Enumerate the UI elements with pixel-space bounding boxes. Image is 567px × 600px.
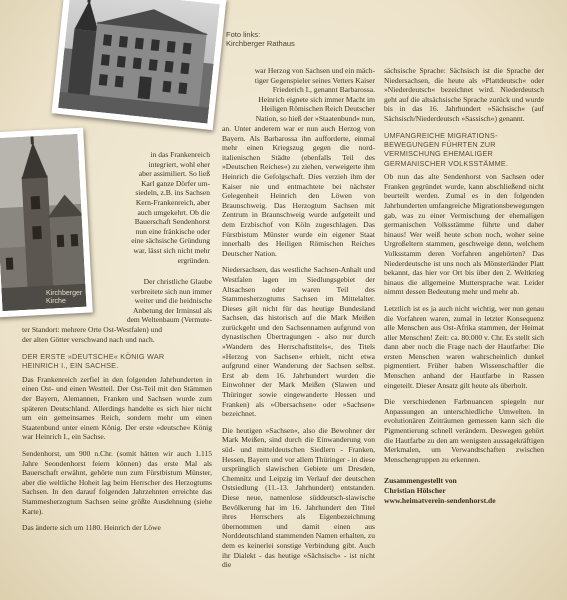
text-line: Heinrich eignete sich immer Macht im [258,94,375,104]
heading-line: HEINRICH I., EIN SACHSE. [22,361,119,371]
heading-line: UMFANGREICHE MIGRATIONS- [384,130,498,140]
website-link[interactable]: www.heimatverein-sendenhorst.de [384,496,496,506]
text-line: tiger Gegenspieler seines Vetters Kaiser [254,75,375,85]
text-line: war Herzog von Sachsen und ein mäch- [254,66,375,75]
caption-line: Kirchberger [46,290,83,297]
caption-line: Kirchberger Rathaus [226,39,295,48]
signature-line: Zusammengestellt von [384,476,457,486]
text-line: dem Weltenbaum (Vermute- [126,315,212,325]
text-line: weiter und die heidnische [134,296,212,306]
column-2-main [222,124,375,577]
photo2-caption [46,290,82,306]
column-1-intro [118,150,210,265]
text-line: ergründen. [177,255,210,265]
text-line: nun eine fränkische oder [135,226,210,236]
heading-line: GERMANISCHER VOLKSSTÄMME. [384,158,509,168]
text-line: verbreitete sich nun immer [130,286,212,296]
paragraph: Das Frankenreich zerfiel in den folgenden Jahrhunderten in einen Ost- und einen Westteil. Der Ost-Teil mit den Stämmen der Bayern, Alemannen, Franken und Sachsen wurde zum späteren Deutschland. Allerdings handelte es sich hier nicht um ein gemeinsames Reich, sondern mehr um einen Staatenbund unter einem König. Der erste »deutsche« König war Heinrich I., ein Sachse. [22,374,212,442]
text-line: Der christliche Glaube [143,277,212,286]
photo1-caption [226,30,295,48]
paragraph: Ob nun das alte Sendenhorst von Sachsen oder Franken gegründet wurde, kann abschließend nicht beurteilt werden. Zumal es in den folgenden Jahrhunderten umfangreiche Migrationsbewegungen gab, was zu einer Vermischung der ehemaligen germanischen Volksstämme führte und daher hinaus! Wer weiß heute schon noch, woher seine Urgroßeltern stammen, geschweige denn, welchem Volksstamm deren Vorfahren angehörten? Das Niederdeutsche ist uns noch als Mönsterländer Platt bekannt, das hier vor Ort bis über den 2. Weltkrieg hinaus die allgemeine Muttersprache war. Leider nimmt dessen Bedeutung mehr und mehr ab. [384,172,544,297]
text-line: Heiligen Römischen Reich Deutscher [261,104,375,114]
heading-line: DER ERSTE »DEUTSCHE« KÖNIG WAR [22,352,165,361]
text-line: Nation, so hieß der »Staatenbund« nun, [255,113,375,123]
section-heading-heinrich [22,352,212,371]
column-3 [384,66,544,506]
church-photo [0,128,93,318]
heading-line: BEWEGUNGEN FÜHRTEN ZUR [384,139,496,149]
text-line: Karl ganze Dörfer um- [141,178,210,188]
text-line: in das Frankenreich [150,150,210,159]
text-line: Anbetung der Irminsul als [132,305,212,315]
town-hall-image [58,0,220,124]
signature-line: Christian Hölscher [384,486,446,496]
paragraph: Niedersachsen, das westliche Sachsen-Anhalt und Westfalen lagen im Siedlungsgebiet der Altsachsen oder waren Teil des Stammesherzogtums Sachsen im Mittelalter. Dieses gilt nicht für das heutige Bundesland Sachsen, das historisch auf die Mark Meißen zurückgeht und den Sachsennamen aufgrund von dynastischen Übertragungen - also nur durch »Wandern des Herrschaftstitels«, des Titels »Herzog von Sachsen« erhielt, nicht etwa aufgrund einer Wanderung der Sachsen selbst. Erst ab dem 16. Jahrhundert wurden die Einwohner der Mark Meißen (Slawen und Thüringer sowie eingewanderte Hessen und Franken) als »Obersachsen« oder »Sachsen« bezeichnet. [222,265,375,419]
paragraph: Das änderte sich um 1180. Heinrich der Löwe [22,523,161,533]
paragraph: sächsische Sprache: Sächsisch ist die Sprache der Niedersachsen, die heute als »Plattdeutsch« oder »Niederdeutsch« bezeichnet wird. Niederdeutsch geht auf die altsächsische Sprache zurück und wurde bis in das 16. Jahrhundert »Sächsisch« (auf Sächsisch/Niederdeutsch »Sassisch«) genannt. [384,66,544,123]
church-image [0,134,86,311]
text-line: Kern-Frankenreich, aber [135,197,210,207]
section-heading-migration [384,131,544,169]
town-hall-photo [52,0,227,130]
heading-line: VERMISCHUNG EHEMALIGER [384,149,494,159]
caption-line: Kirche [46,298,66,305]
paragraph: an. Unter anderem war er nun auch Herzog von Bayern. Als Barbarossa ihn aufforderte, einmal mehr einen Kriegszug gegen die nord-italienischen Städte (ebenfalls Teil des »Deutschen Reiches«) zu ziehen, verweigerte ihm Heinrich die Gefolgschaft. Dies verzieh ihm der Kaiser nie und entmachtete bei nächster Gelegenheit Heinrich den Löwen von Braunschweig. Das Herzogtum Sachsen mit Zentrum in Braunschweig wurde aufgeteilt und dem Erzbischof von Köln zugeschlagen. Das Fürstbistum Münster wurde ein eigener Staat innerhalb des Heiligen Römischen Reiches Deutscher Nation. [222,124,375,258]
paragraph: Die heutigen »Sachsen«, also die Bewohner der Mark Meißen, sind durch die Einwanderung von süd- und mitteldeutschen Siedlern - Franken, Hessen, Bayern und vor allem Thüringer - in diese ursprünglich slawischen Gebiete um Dresden, Chemnitz und Leipzig im Verlauf der deutschen Ostsiedlung (11.-13. Jahrhundert) entstanden. Diese neue, namenlose süddeutsch-slawische Bevölkerung hat im 16. Jahrhundert den Titel ihres Herrschers als Eigenbezeichnung übernommen und damit einen aus Norddeutschland stammenden Namen erhalten, zu dem es keinerlei sonstige Verbindung gibt. Auch ihr Dialekt - das heutige »Sächsisch« - ist nicht die [222,425,375,570]
text-line: Friederich I., genannt Barbarossa. [272,85,375,95]
paragraph: Die verschiedenen Farbnuancen spiegeln nur Anpassungen an unterschiedliche Umwelten. In evolutionären Zeiträumen gemessen kann sich die Pigmentierung schnell verändern. Deswegen gehört die Hautfarbe zu den am wenigsten aussagekräftigen Merkmalen, um Verwandtschaften zwischen Menschengruppen zu erkennen. [384,397,544,464]
text-line: aber assimiliert. So ließ [138,169,210,179]
paragraph: Letztlich ist es ja auch nicht wichtig, wer nun genau die Vorfahren waren, zumal in letzter Konsequenz alle Menschen aus Ost-Afrika stammen, der Heimat aller Menschen! Zeit: ca. 80.000 v. Chr. Es stellt sich dann aber noch die Frage nach der Hautfarbe: Die ersten Menschen waren wahrscheinlich dunkel pigmentiert. Früher haben Wissenschaftler die Menschen anhand der Hautfarbe in Rassen eingeteilt. Dieser Ansatz gilt heute als überholt. [384,303,544,390]
column-2-top [236,66,375,124]
caption-line: Foto links: [226,30,261,39]
text-line: siedeln, z.B. ins Sachsen [135,188,210,198]
text-line: der alten Götter verschwand nach und nach. [22,334,155,344]
text-line: Bauerschaft Sendenhorst [134,217,210,227]
paragraph: Sendenhorst, um 900 n.Chr. (somit hätten wir auch 1.115 Jahre Seondenhorst feiern können) das erste Mal als Bauerschaft erwähnt, gehörte nun zum Fürstbistum Münster, aber die weltliche Hoheit lag beim Herrscher des Herzogtums Sachsen. In den darauf folgenden Jahrzehnten erreichte das Stammesherzogtum Sachsen seine größte Ausdehnung (siehe Karte). [22,448,212,516]
text-line: eine sächsische Gründung [131,236,210,246]
text-line: auch umgekehrt. Ob die [137,207,210,217]
column-1-main [22,352,212,540]
author-signature [384,476,544,506]
text-line: integriert, wohl eher [148,159,210,169]
column-1-faith [104,277,212,325]
column-1-faith-end [22,325,212,344]
text-line: ter Standort: mehrere Orte Ost-Westfalen) und [22,325,163,334]
text-line: war, lässt sich nicht mehr [133,245,210,255]
